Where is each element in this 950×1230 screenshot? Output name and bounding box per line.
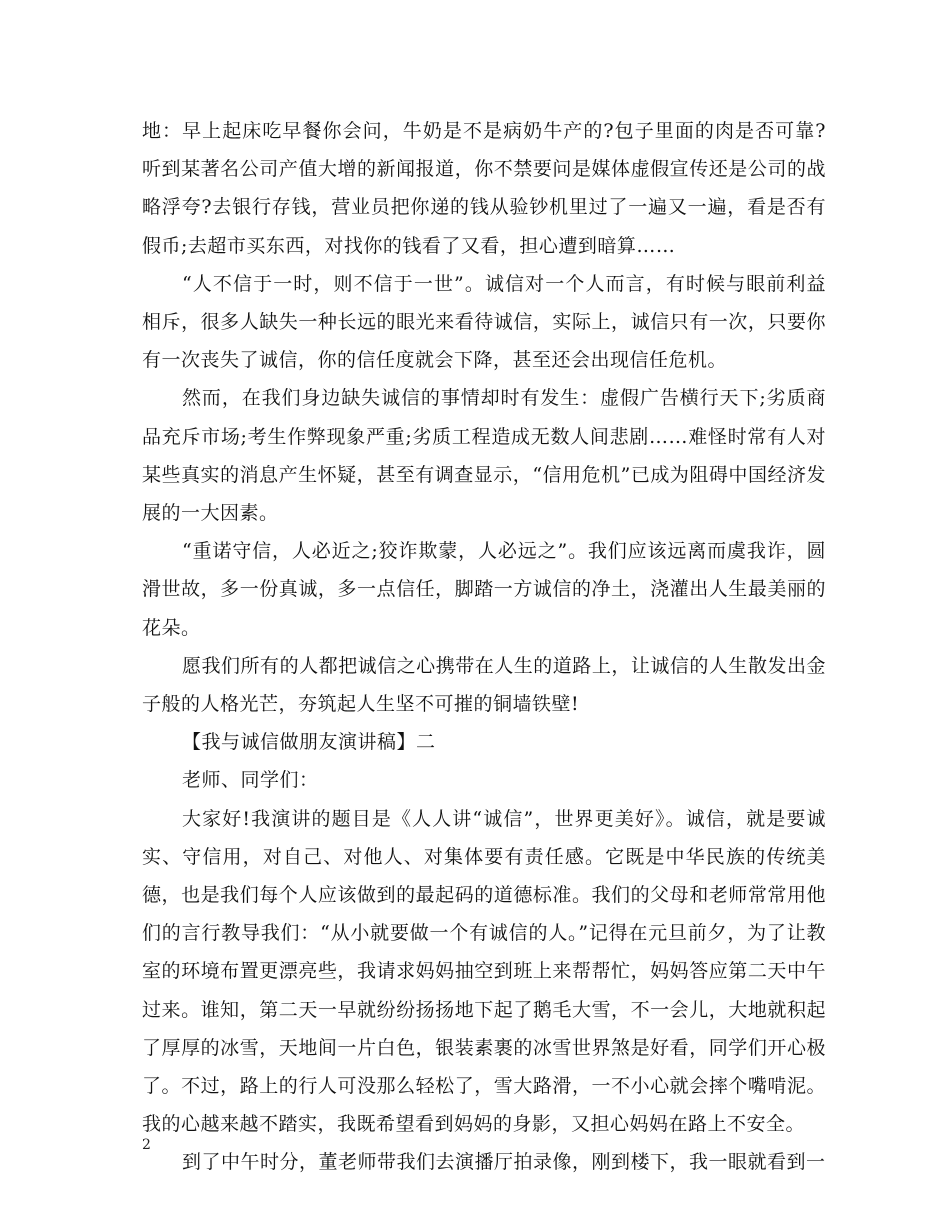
salutation: 老师、同学们： <box>182 769 319 792</box>
document-body <box>142 112 826 1182</box>
paragraph-5: 愿我们所有的人都把诚信之心携带在人生的道路上，让诚信的人生散发出金子般的人格光芒，夯筑起人生坚不可摧的铜墙铁壁! <box>142 654 826 716</box>
section-heading: 【我与诚信做朋友演讲稿】二 <box>182 731 436 754</box>
paragraph-7: 到了中午时分，董老师带我们去演播厅拍录像，刚到楼下，我一眼就看到一 <box>182 1151 826 1174</box>
paragraph-1: 地：早上起床吃早餐你会问，牛奶是不是病奶牛产的?包子里面的肉是否可靠?听到某著名公司产值大增的新闻报道，你不禁要问是媒体虚假宣传还是公司的战略浮夸?去银行存钱，营业员把你递的钱从验钞机里过了一遍又一遍，看是否有假币;去超市买东西，对找你的钱看了又看，担心遭到暗算…… <box>142 120 826 257</box>
paragraph-6: 大家好!我演讲的题目是《人人讲“诚信”，世界更美好》。诚信，就是要诚实、守信用，对自己、对他人、对集体要有责任感。它既是中华民族的传统美德，也是我们每个人应该做到的最起码的道德标准。我们的父母和老师常常用他们的言行教导我们：“从小就要做一个有诚信的人。”记得在元旦前夕，为了让教室的环境布置更漂亮些，我请求妈妈抽空到班上来帮帮忙，妈妈答应第二天中午过来。谁知，第二天一早就纷纷扬扬地下起了鹅毛大雪，不一会儿，大地就积起了厚厚的冰雪，天地间一片白色，银装素裹的冰雪世界煞是好看，同学们开心极了。不过，路上的行人可没那么轻松了，雪大路滑，一不小心就会摔个嘴啃泥。我的心越来越不踏实，我既希望看到妈妈的身影，又担心妈妈在路上不安全。 <box>142 807 826 1136</box>
page-number: 2 <box>142 1137 151 1153</box>
paragraph-3: 然而，在我们身边缺失诚信的事情却时有发生：虚假广告横行天下;劣质商品充斥市场;考生作弊现象严重;劣质工程造成无数人间悲剧……难怪时常有人对某些真实的消息产生怀疑，甚至有调查显示，“信用危机”已成为阻碍中国经济发展的一大因素。 <box>142 387 826 525</box>
paragraph-4: “重诺守信，人必近之;狡诈欺蒙，人必远之”。我们应该远离而虞我诈，圆滑世故，多一份真诚，多一点信任，脚踏一方诚信的净土，浇灌出人生最美丽的花朵。 <box>142 540 826 639</box>
paragraph-2: “人不信于一时，则不信于一世”。诚信对一个人而言，有时候与眼前利益相斥，很多人缺失一种长远的眼光来看待诚信，实际上，诚信只有一次，只要你有一次丧失了诚信，你的信任度就会下降，甚至还会出现信任危机。 <box>142 272 826 372</box>
